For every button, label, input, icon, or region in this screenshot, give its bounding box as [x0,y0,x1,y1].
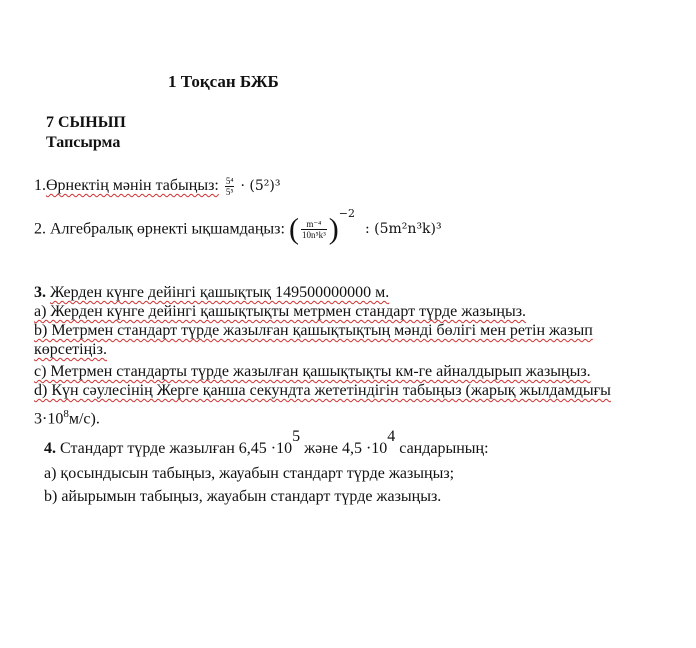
q2-numerator: m⁻⁴ [301,219,327,230]
q4-part-a: а) қосындысын табыңыз, жауабын стандарт түрде жазыңыз; [44,465,455,482]
q4-text-2: және 4,5 ·10 [304,440,388,457]
q2-right-paren: ) [328,212,339,246]
q4-exp-2: 4 [387,428,396,445]
q3-part-d-line1: d) Күн сәулесінің Жерге қанша секундта жететіндігін табыңыз (жарық жылдамдығы [34,382,611,399]
q1-numerator: 5⁴ [225,176,234,186]
q1-text: Өрнектің мәнін табыңыз: [46,177,219,195]
q1-fraction [225,176,235,197]
q4-part-b: b) айырымын табыңыз, жауабын стандарт түрде жазыңыз. [44,488,442,505]
q2-rest: : (5m²n³k)³ [365,221,442,238]
q4-exp-1: 5 [292,428,301,445]
q2-text: 2. Алгебралық өрнекті ықшамдаңыз: [34,220,285,238]
q2-fraction [301,219,327,240]
q3-part-b-line2: көрсетіңіз. [34,341,107,358]
q2-exponent: −2 [338,207,355,220]
q3-part-a: a) Жерден күнге дейінгі қашықтықты метрмен стандарт түрде жазыңыз. [34,303,527,320]
q3-d-exponent: 8 [63,408,69,420]
grade-heading: 7 СЫНЫП [46,114,126,131]
page-title: 1 Тоқсан БЖБ [168,72,279,91]
q1-denominator: 5⁵ [225,187,234,197]
q1-rest: · (5²)³ [240,178,281,195]
q3-d-unit: м/с). [68,410,100,428]
q4-text-3: сандарының: [399,440,489,457]
q4-number: 4. [44,440,56,457]
question-1 [34,176,280,197]
q3-intro: Жерден күнге дейінгі қашықтық 149500000000 м. [50,284,390,301]
q3-number: 3. [34,284,46,301]
question-4 [44,428,489,458]
question-3-intro [34,283,389,302]
q1-prefix: 1. [34,177,46,195]
task-heading: Тапсырма [46,134,121,151]
q3-part-b-line1: b) Метрмен стандарт түрде жазылған қашықтықтың мәнді бөлігі мен ретін жазып [34,322,593,339]
q2-left-paren: ( [288,212,299,246]
q4-text-1: Стандарт түрде жазылған 6,45 ·10 [60,440,293,457]
q3-part-d-line2 [34,405,100,428]
q2-denominator: 10n⁵k³ [301,230,326,241]
q3-part-c: c) Метрмен стандарты түрде жазылған қашықтықты км-ге айналдырып жазыңыз. [34,363,591,380]
question-2 [34,207,442,246]
q3-d-speed: 3·10 [34,410,64,428]
